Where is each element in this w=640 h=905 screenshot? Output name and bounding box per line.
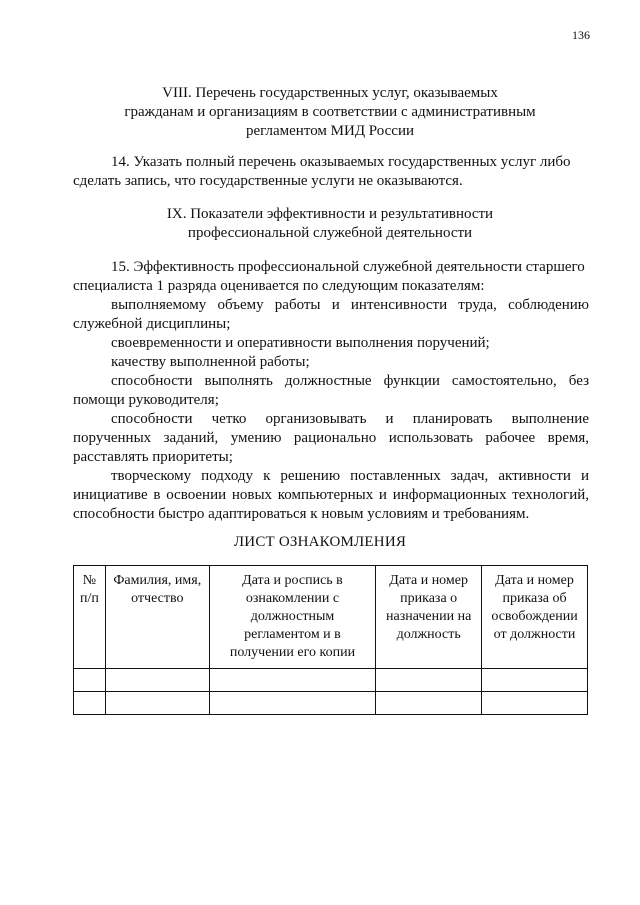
table-cell [482, 669, 588, 692]
table-row [74, 669, 588, 692]
heading-line: VIII. Перечень государственных услуг, оказываемых [162, 85, 498, 101]
acknowledgement-table [73, 565, 588, 715]
section-9-heading [60, 205, 600, 243]
table-cell [74, 692, 106, 715]
section-8-heading [60, 84, 600, 141]
header-acknowledgement-date: Дата и роспись в ознакомлении с должностным регламентом и в получении его копии [209, 566, 376, 669]
criterion-item: своевременности и оперативности выполнения поручений; [111, 335, 490, 351]
item-15 [73, 258, 589, 524]
criterion-item: творческому подходу к решению поставленных задач, активности и инициативе в освоении новых компьютерных и информационных технологий, способности быстро адаптироваться к новым условиям и требованиям. [73, 468, 589, 522]
table-cell [209, 669, 376, 692]
criterion-item: способности четко организовывать и планировать выполнение порученных заданий, умению рационально использовать рабочее время, расставлять приоритеты; [73, 411, 589, 465]
header-full-name: Фамилия, имя, отчество [105, 566, 209, 669]
table-cell [105, 692, 209, 715]
item-15-intro-line: специалиста 1 разряда оценивается по следующим показателям: [73, 278, 485, 294]
item-14-line: сделать запись, что государственные услуги не оказываются. [73, 173, 463, 189]
criterion-item: выполняемому объему работы и интенсивности труда, соблюдению служебной дисциплины; [73, 297, 589, 332]
table-row [74, 692, 588, 715]
item-14 [73, 153, 589, 191]
heading-line: регламентом МИД России [245, 123, 415, 139]
table-cell [74, 669, 106, 692]
table-cell [376, 692, 482, 715]
header-dismissal-order: Дата и номер приказа об освобождении от должности [482, 566, 588, 669]
table-cell [376, 669, 482, 692]
heading-line: гражданам и организациям в соответствии с административным [124, 104, 536, 120]
item-14-line: 14. Указать полный перечень оказываемых государственных услуг либо [111, 154, 571, 170]
page-number: 136 [572, 28, 590, 42]
acknowledgement-title: ЛИСТ ОЗНАКОМЛЕНИЯ [233, 534, 407, 550]
table-header-row [74, 566, 588, 669]
heading-line: профессиональной служебной деятельности [187, 225, 473, 241]
table-cell [209, 692, 376, 715]
criterion-item: качеству выполненной работы; [111, 354, 310, 370]
table-cell [482, 692, 588, 715]
heading-line: IX. Показатели эффективности и результативности [166, 206, 494, 222]
criterion-item: способности выполнять должностные функции самостоятельно, без помощи руководителя; [73, 373, 589, 408]
header-number: № п/п [74, 566, 106, 669]
item-15-intro-line: 15. Эффективность профессиональной служебной деятельности старшего [111, 259, 585, 275]
header-appointment-order: Дата и номер приказа о назначении на должность [376, 566, 482, 669]
table-cell [105, 669, 209, 692]
